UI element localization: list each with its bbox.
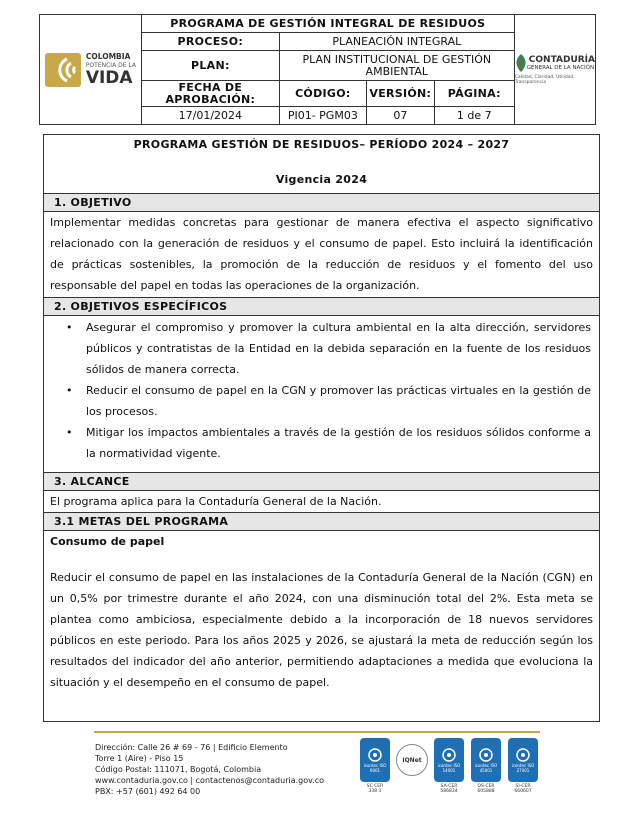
cert-icontec-9001 — [358, 738, 392, 794]
cert-code: OS-CER 605888 — [477, 784, 495, 794]
section-alcance-heading: 3. ALCANCE — [44, 473, 599, 491]
footer-address-line: PBX: +57 (601) 492 64 00 — [95, 787, 201, 796]
cert-name: icontec ISO 27001 — [511, 763, 535, 773]
cert-icontec-27001 — [506, 738, 540, 794]
icontec-badge-icon — [508, 738, 538, 782]
cgn-logo-name: CONTADURÍA — [528, 54, 595, 65]
section-objetivos-especificos-heading: 2. OBJETIVOS ESPECÍFICOS — [44, 298, 599, 316]
colombia-logo — [45, 52, 136, 87]
colombia-emblem-icon — [45, 53, 81, 87]
alcance-paragraph: El programa aplica para la Contaduría General de la Nación. — [50, 495, 382, 508]
document-subtitle: Vigencia 2024 — [275, 173, 368, 186]
document-header — [39, 14, 596, 125]
icontec-badge-icon — [360, 738, 390, 782]
cert-code: SA-CER 586834 — [440, 784, 458, 794]
footer-address — [95, 742, 324, 797]
objetivo-paragraph: Implementar medidas concretas para gestionar de manera efectiva el aspecto significativo relacionado con la generación de residuos y el consumo de papel. Esto incluirá la identificación de prácticas sostenibles, la promoción de la reducción de residuos y el fomento del uso responsable del papel en todas las operaciones de la organización. — [50, 216, 593, 292]
metas-subtitle: Consumo de papel — [50, 535, 165, 548]
plan-label: PLAN: — [142, 51, 280, 80]
cert-name: icontec ISO 45001 — [474, 763, 498, 773]
colombia-logo-line3: VIDA — [85, 68, 133, 88]
document-title: PROGRAMA GESTIÓN DE RESIDUOS– PERÍODO 2024 – 2027 — [133, 138, 510, 151]
section-objetivo-text — [44, 212, 599, 298]
page-label: PÁGINA: — [447, 86, 501, 100]
document-title-block — [44, 135, 599, 194]
code-value: PI01- PGM03 — [280, 107, 367, 124]
document-body — [43, 134, 600, 722]
version-label: VERSIÓN: — [367, 81, 435, 106]
process-label: PROCESO: — [142, 33, 280, 50]
cert-code: SI-CER 660607 — [514, 784, 532, 794]
cert-name: IQNet — [402, 756, 422, 764]
cgn-logo-sub: GENERAL DE LA NACIÓN — [526, 64, 595, 71]
cert-icontec-45001 — [469, 738, 503, 794]
list-item: • Mitigar los impactos ambientales a través de la gestión de los residuos sólidos conforme a la normatividad vigente. — [66, 422, 591, 464]
code-label: CÓDIGO: — [280, 81, 367, 106]
process-value: PLANEACIÓN INTEGRAL — [332, 34, 462, 48]
colombia-logo-line1: COLOMBIA — [85, 52, 131, 61]
section-metas-heading: 3.1 METAS DEL PROGRAMA — [44, 513, 599, 531]
cgn-logo-tagline: Calidad, Claridad, Utilidad, Transparencia — [514, 75, 575, 85]
footer-address-line: Torre 1 (Aire) - Piso 15 — [95, 754, 184, 763]
page-value: 1 de 7 — [456, 108, 492, 122]
iqnet-badge-icon — [396, 744, 428, 776]
version-value: 07 — [367, 107, 435, 124]
header-info-grid — [142, 15, 515, 124]
cgn-logo — [515, 54, 595, 85]
footer-address-line: Dirección: Calle 26 # 69 - 76 | Edificio Elemento — [95, 743, 288, 752]
colombia-logo-cell — [40, 15, 142, 124]
section-alcance-text — [44, 491, 599, 513]
footer-address-line: www.contaduria.gov.co | contactenos@contaduria.gov.co — [95, 776, 325, 785]
section-objetivos-especificos-list — [44, 316, 599, 473]
cgn-logo-cell — [515, 15, 595, 124]
approval-label: FECHA DE APROBACIÓN: — [142, 81, 280, 106]
metas-paragraph: Reducir el consumo de papel en las instalaciones de la Contaduría General de la Nación (CGN) en un 0,5% por trimestre durante el año 2024, con una disminución total del 2%. Esta meta se plantea como ambiciosa, especialmente debido a la incorporación de 18 nuevos servidores públicos en este periodo. Para los años 2025 y 2026, se ajustará la meta de reducción según los resultados del indicador del año anterior, permitiendo adaptaciones a medida que evoluciona la situación y el desempeño en el consumo de papel. — [50, 571, 593, 689]
footer-divider — [94, 731, 540, 733]
list-item: • Asegurar el compromiso y promover la cultura ambiental en la alta dirección, servidores públicos y contratistas de la Entidad en la debida separación en la fuente de los residuos sólidos de manera correcta. — [66, 317, 591, 380]
colombia-logo-line2: POTENCIA DE LA — [85, 62, 136, 69]
cert-name: icontec ISO 9001 — [363, 763, 387, 773]
icontec-badge-icon — [434, 738, 464, 782]
cert-icontec-14001 — [432, 738, 466, 794]
cert-name: icontec ISO 14001 — [437, 763, 461, 773]
list-item: • Reducir el consumo de papel en la CGN y promover las prácticas virtuales en la gestión de los procesos. — [66, 380, 591, 422]
cgn-leaf-icon — [515, 54, 527, 72]
section-metas-content — [44, 531, 599, 721]
header-main-title: PROGRAMA DE GESTIÓN INTEGRAL DE RESIDUOS — [170, 16, 486, 30]
section-objetivo-heading: 1. OBJETIVO — [44, 194, 599, 212]
cert-code: SC CER 338 1 — [366, 784, 384, 794]
approval-value: 17/01/2024 — [142, 107, 280, 124]
cert-iqnet — [395, 738, 429, 794]
plan-value: PLAN INSTITUCIONAL DE GESTIÓN AMBIENTAL — [302, 52, 492, 78]
footer-address-line: Código Postal: 111071, Bogotá, Colombia — [95, 765, 262, 774]
certification-badges — [358, 738, 543, 794]
icontec-badge-icon — [471, 738, 501, 782]
